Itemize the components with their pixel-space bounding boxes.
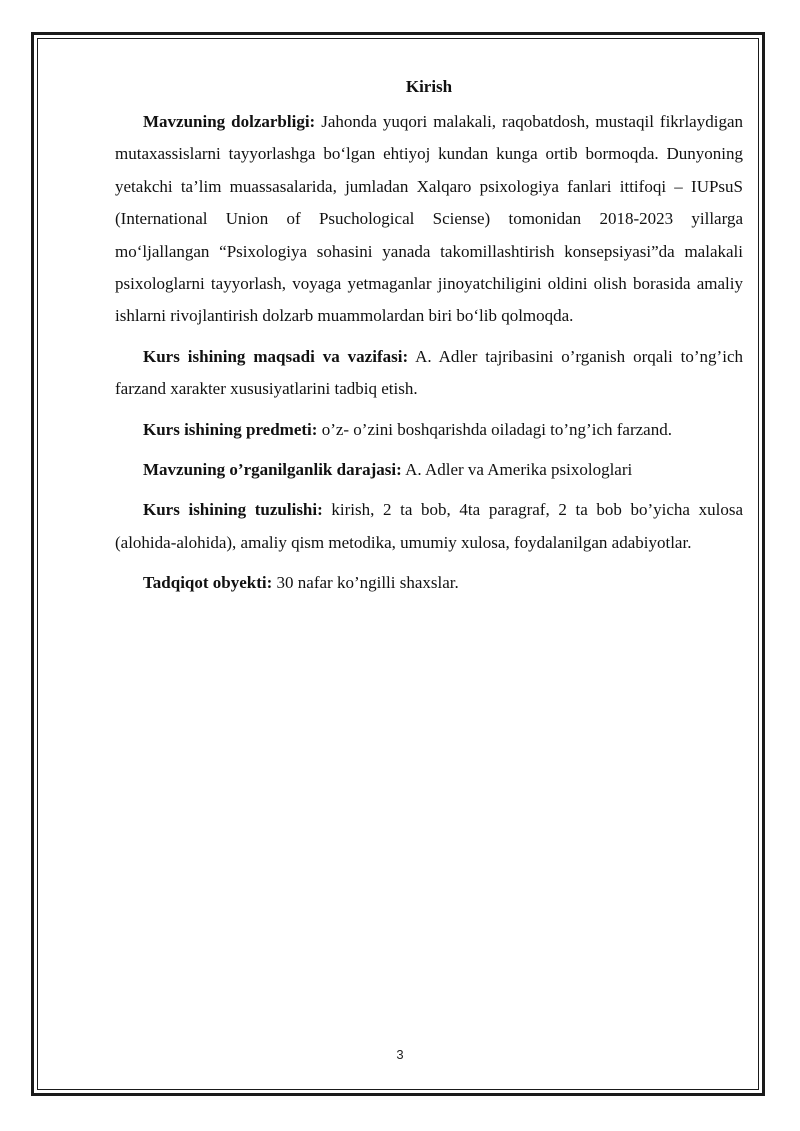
paragraph-research-object xyxy=(115,567,743,599)
paragraph-text: Jahonda yuqori malakali, raqobatdosh, mustaqil fikrlaydigan mutaxassislarni tayyorlashga bo‘lgan ehtiyoj kundan kunga ortib bormoqda. Dunyoning yetakchi ta’lim muassasalarida, jumladan Xalqaro psixologiya fanlari ittifoqi – IUPsuS (International Union of Psuchological Sciense) tomonidan 2018-2023 yillarga mo‘ljallangan “Psixologiya sohasini yanada takomillashtirish konsepsiyasi”da malakali psixologlarni tayyorlash, voyaga yetmaganlar jinoyatchiligini oldini olish borasida amaliy ishlarni rivojlantirish dolzarb muammolardan biri bo‘lib qolmoqda. xyxy=(115,112,743,326)
section-title: Kirish xyxy=(405,77,453,96)
paragraph-subject xyxy=(115,414,743,446)
paragraph-label: Mavzuning o’rganilganlik darajasi: xyxy=(143,460,402,480)
paragraph-label: Mavzuning dolzarbligi: xyxy=(143,112,316,131)
paragraph-text: kirish, 2 ta bob, 4ta paragraf, 2 ta bob bo’yicha xulosa (alohida-alohida), amaliy qism metodika, umumiy xulosa, foydalanilgan adabiyotlar. xyxy=(115,500,743,552)
paragraph-label: Tadqiqot obyekti: xyxy=(143,573,273,593)
paragraph-label: Kurs ishining predmeti: xyxy=(143,419,318,439)
document-body xyxy=(115,74,743,608)
paragraph-text: A. Adler tajribasini o’rganish orqali to’ng’ich farzand xarakter xususiyatlarini tadbiq etish. xyxy=(115,346,743,399)
paragraph-relevance xyxy=(115,106,743,333)
paragraph-text: A. Adler va Amerika psixologlari xyxy=(401,460,633,480)
paragraph-text: 30 nafar ko’ngilli shaxslar. xyxy=(272,573,459,593)
paragraph-label: Kurs ishining maqsadi va vazifasi: xyxy=(143,346,409,366)
page-number: 3 xyxy=(396,1047,404,1062)
paragraph-structure xyxy=(115,494,743,559)
paragraph-text: o’z- o’zini boshqarishda oiladagi to’ng’ich farzand. xyxy=(317,419,672,439)
paragraph-label: Kurs ishining tuzulishi: xyxy=(143,500,323,520)
paragraph-goal xyxy=(115,341,743,406)
paragraph-study-level xyxy=(115,454,743,486)
